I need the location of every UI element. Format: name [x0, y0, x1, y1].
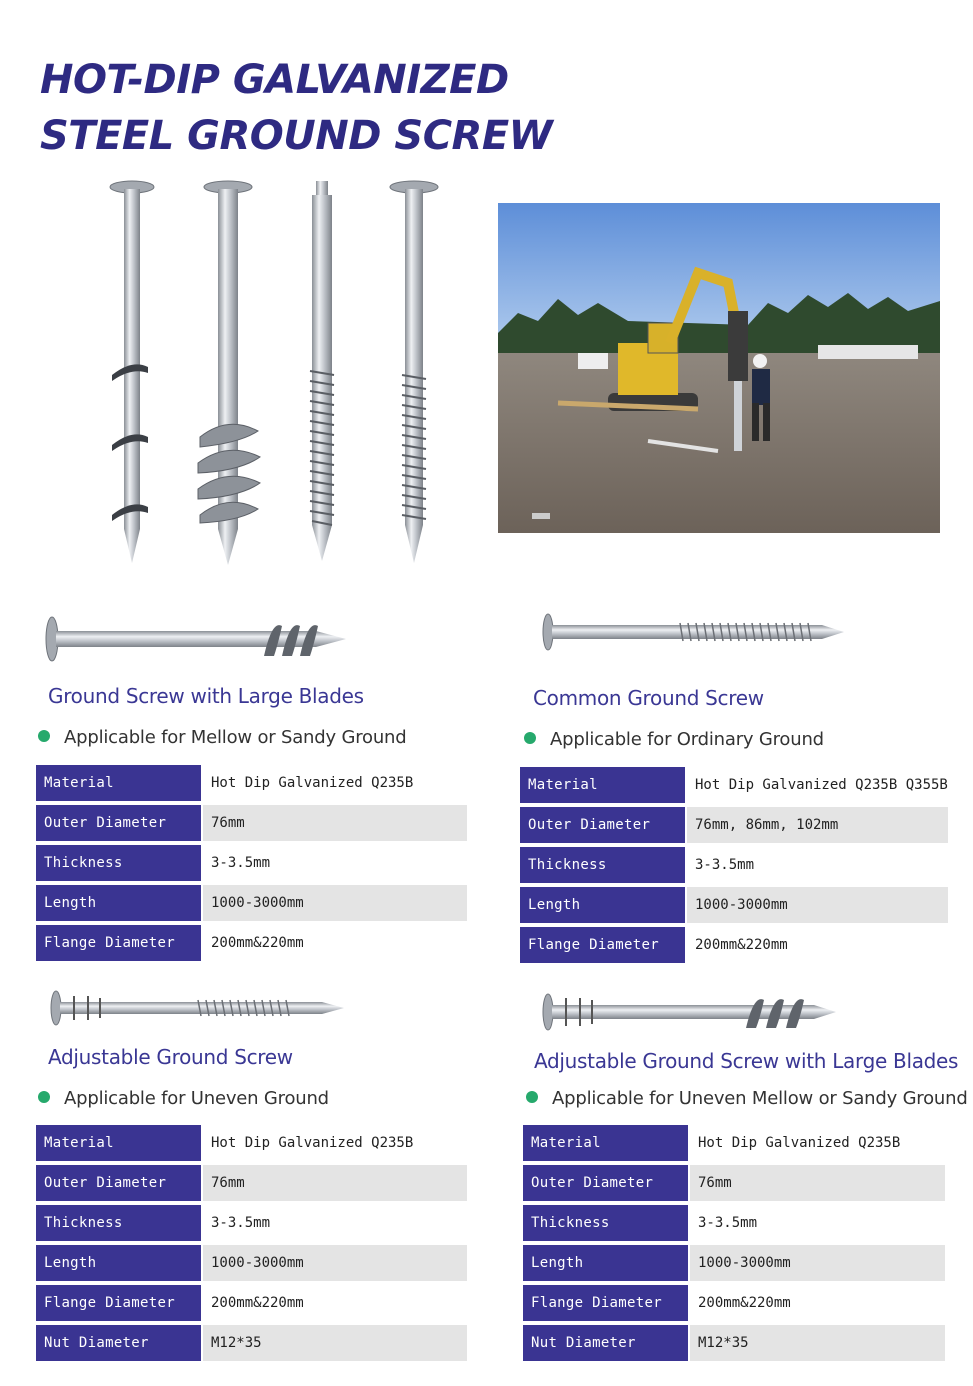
title-line-1: HOT-DIP GALVANIZED: [40, 57, 509, 103]
spec-value: 3-3.5mm: [211, 1215, 271, 1231]
spec-row: [36, 1325, 467, 1361]
screw-large-blades-image: [198, 181, 260, 565]
spec-row: [520, 807, 948, 843]
title-line-2: STEEL GROUND SCREW: [40, 113, 553, 159]
spec-label: Thickness: [36, 1205, 201, 1241]
spec-value: 200mm&220mm: [211, 935, 304, 951]
spec-value: M12*35: [690, 1325, 945, 1361]
screw-common-image: [390, 181, 438, 563]
product-title: Adjustable Ground Screw with Large Blades: [534, 1049, 959, 1073]
spec-row: [520, 927, 948, 963]
spec-row: [523, 1205, 945, 1241]
spec-label: Material: [520, 767, 685, 803]
spec-row: [36, 805, 467, 841]
spec-label: Material: [523, 1125, 688, 1161]
bullet-icon: [38, 730, 50, 742]
spec-value: 200mm&220mm: [695, 937, 788, 953]
screw-spaced-blades-image: [110, 181, 154, 563]
spec-value: 1000-3000mm: [203, 1245, 467, 1281]
spec-row: [36, 765, 467, 801]
vertical-screws-illustration: [90, 175, 460, 575]
spec-label: Flange Diameter: [520, 927, 685, 963]
spec-row: [36, 885, 467, 921]
bullet-icon: [524, 732, 536, 744]
spec-label: Nut Diameter: [36, 1325, 201, 1361]
product-title: Adjustable Ground Screw: [48, 1045, 293, 1069]
applicable-text: Applicable for Uneven Ground: [64, 1088, 329, 1109]
spec-row: [36, 1165, 467, 1201]
spec-row: [36, 925, 467, 961]
spec-value: Hot Dip Galvanized Q235B: [211, 775, 414, 791]
spec-label: Outer Diameter: [36, 805, 201, 841]
spec-row: [523, 1325, 945, 1361]
common-screw-image: [540, 612, 850, 652]
spec-label: Outer Diameter: [523, 1165, 688, 1201]
spec-label: Outer Diameter: [520, 807, 685, 843]
spec-row: [520, 887, 948, 923]
spec-table: [36, 1125, 467, 1365]
spec-value: 3-3.5mm: [698, 1215, 758, 1231]
bullet-icon: [526, 1091, 538, 1103]
page-title: [40, 52, 552, 164]
product-title: Ground Screw with Large Blades: [48, 684, 364, 708]
spec-label: Length: [523, 1245, 688, 1281]
spec-table: [523, 1125, 945, 1365]
spec-label: Thickness: [523, 1205, 688, 1241]
product-title: Common Ground Screw: [533, 686, 764, 710]
spec-row: [523, 1125, 945, 1161]
spec-label: Flange Diameter: [36, 925, 201, 961]
spec-row: [36, 845, 467, 881]
applicable-note: [524, 729, 824, 750]
bullet-icon: [38, 1091, 50, 1103]
spec-value: 3-3.5mm: [695, 857, 755, 873]
spec-label: Flange Diameter: [36, 1285, 201, 1321]
applicable-text: Applicable for Mellow or Sandy Ground: [64, 727, 407, 748]
applicable-text: Applicable for Uneven Mellow or Sandy Ground: [552, 1088, 968, 1109]
spec-value: 200mm&220mm: [211, 1295, 304, 1311]
spec-label: Length: [36, 885, 201, 921]
spec-row: [36, 1285, 467, 1321]
spec-value: 1000-3000mm: [690, 1245, 945, 1281]
spec-label: Length: [36, 1245, 201, 1281]
spec-value: 76mm: [690, 1165, 945, 1201]
spec-table: [520, 767, 948, 967]
applicable-note: [38, 727, 406, 748]
spec-value: M12*35: [203, 1325, 467, 1361]
spec-label: Material: [36, 1125, 201, 1161]
applicable-text: Applicable for Ordinary Ground: [550, 729, 824, 750]
screw-threaded-image: [310, 181, 334, 561]
spec-row: [36, 1245, 467, 1281]
spec-value: 1000-3000mm: [203, 885, 467, 921]
spec-value: 76mm: [203, 1165, 467, 1201]
spec-label: Outer Diameter: [36, 1165, 201, 1201]
spec-row: [523, 1165, 945, 1201]
adjustable-screw-image: [48, 988, 348, 1028]
spec-label: Length: [520, 887, 685, 923]
spec-label: Thickness: [520, 847, 685, 883]
spec-value: 1000-3000mm: [687, 887, 948, 923]
spec-table: [36, 765, 467, 965]
spec-label: Thickness: [36, 845, 201, 881]
spec-value: 200mm&220mm: [698, 1295, 791, 1311]
spec-value: Hot Dip Galvanized Q235B: [698, 1135, 901, 1151]
applicable-note: [526, 1088, 968, 1109]
spec-row: [520, 847, 948, 883]
adjustable-large-blades-screw-image: [540, 990, 840, 1034]
spec-row: [523, 1285, 945, 1321]
spec-row: [36, 1205, 467, 1241]
spec-row: [36, 1125, 467, 1161]
spec-value: 76mm: [203, 805, 467, 841]
spec-label: Nut Diameter: [523, 1325, 688, 1361]
spec-row: [523, 1245, 945, 1281]
spec-value: Hot Dip Galvanized Q235B: [211, 1135, 414, 1151]
large-blades-screw-image: [42, 614, 352, 664]
spec-value: 76mm, 86mm, 102mm: [687, 807, 948, 843]
spec-value: 3-3.5mm: [211, 855, 271, 871]
installation-photo: [498, 203, 940, 533]
spec-label: Material: [36, 765, 201, 801]
spec-row: [520, 767, 948, 803]
spec-value: Hot Dip Galvanized Q235B Q355B: [695, 777, 948, 793]
spec-label: Flange Diameter: [523, 1285, 688, 1321]
applicable-note: [38, 1088, 329, 1109]
